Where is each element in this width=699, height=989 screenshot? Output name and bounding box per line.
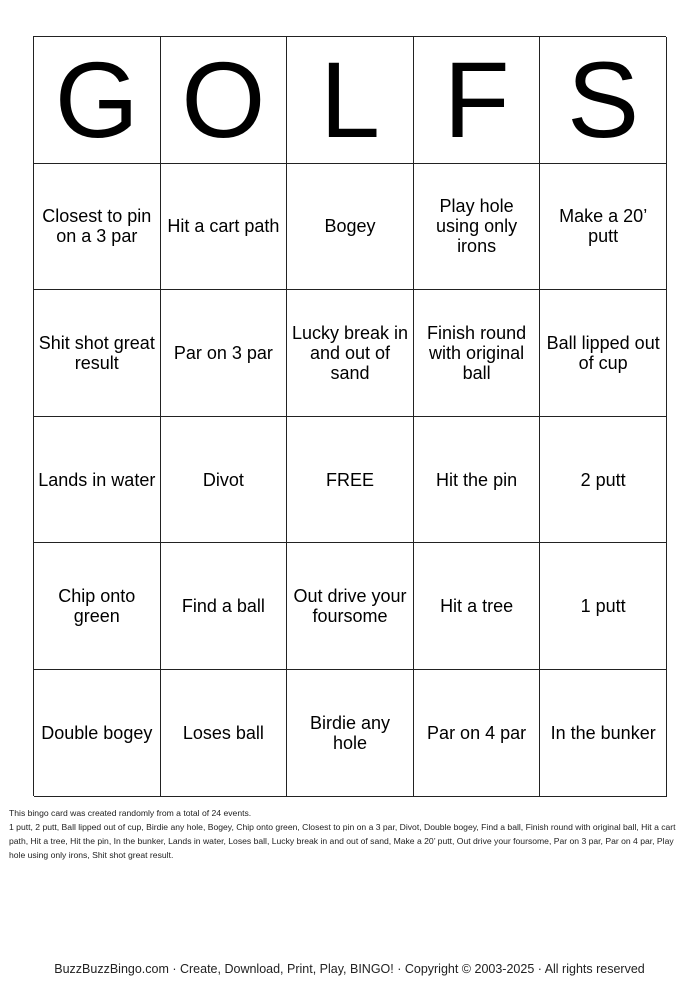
bingo-cell: In the bunker (540, 670, 667, 797)
bingo-cell: Out drive your foursome (287, 543, 414, 670)
bingo-row-5 (34, 670, 666, 797)
bingo-card (33, 36, 666, 796)
card-info (9, 806, 691, 862)
header-row (34, 37, 666, 164)
bingo-cell: Chip onto green (34, 543, 161, 670)
bingo-cell: Lucky break in and out of sand (287, 290, 414, 417)
bingo-cell: Hit a tree (414, 543, 541, 670)
header-letter-g: G (34, 37, 161, 164)
bingo-cell: 1 putt (540, 543, 667, 670)
bingo-cell: Loses ball (161, 670, 288, 797)
bingo-cell: Ball lipped out of cup (540, 290, 667, 417)
header-letter-s: S (540, 37, 667, 164)
info-event-list: 1 putt, 2 putt, Ball lipped out of cup, Birdie any hole, Bogey, Chip onto green, Closest to pin on a 3 par, Divot, Double bogey, Find a ball, Finish round with original ball, Hit a cart path, Hit a tree, Hit the pin, In the bunker, Lands in water, Loses ball, Lucky break in and out of sand, Make a 20’ putt, Out drive your foursome, Par on 3 par, Par on 4 par, Play hole using only irons, Shit shot great result. (9, 822, 676, 860)
header-letter-l: L (287, 37, 414, 164)
header-letter-o: O (161, 37, 288, 164)
bingo-cell: Lands in water (34, 417, 161, 544)
bingo-cell: Hit the pin (414, 417, 541, 544)
bingo-cell: Par on 4 par (414, 670, 541, 797)
bingo-cell: Play hole using only irons (414, 164, 541, 291)
bingo-cell: Shit shot great result (34, 290, 161, 417)
bingo-cell: Divot (161, 417, 288, 544)
header-letter-f: F (414, 37, 541, 164)
footer-copyright: BuzzBuzzBingo.com · Create, Download, Print, Play, BINGO! · Copyright © 2003-2025 · All rights reserved (54, 962, 645, 976)
bingo-cell: Make a 20’ putt (540, 164, 667, 291)
bingo-row-1 (34, 164, 666, 291)
bingo-row-2 (34, 290, 666, 417)
bingo-row-4 (34, 543, 666, 670)
bingo-cell: Closest to pin on a 3 par (34, 164, 161, 291)
free-space-cell: FREE (287, 417, 414, 544)
bingo-cell: Hit a cart path (161, 164, 288, 291)
bingo-cell: Finish round with original ball (414, 290, 541, 417)
bingo-row-3 (34, 417, 666, 544)
bingo-cell: Find a ball (161, 543, 288, 670)
bingo-cell: Birdie any hole (287, 670, 414, 797)
bingo-cell: Bogey (287, 164, 414, 291)
bingo-cell: Par on 3 par (161, 290, 288, 417)
info-summary: This bingo card was created randomly from a total of 24 events. (9, 808, 252, 818)
bingo-cell: Double bogey (34, 670, 161, 797)
bingo-cell: 2 putt (540, 417, 667, 544)
